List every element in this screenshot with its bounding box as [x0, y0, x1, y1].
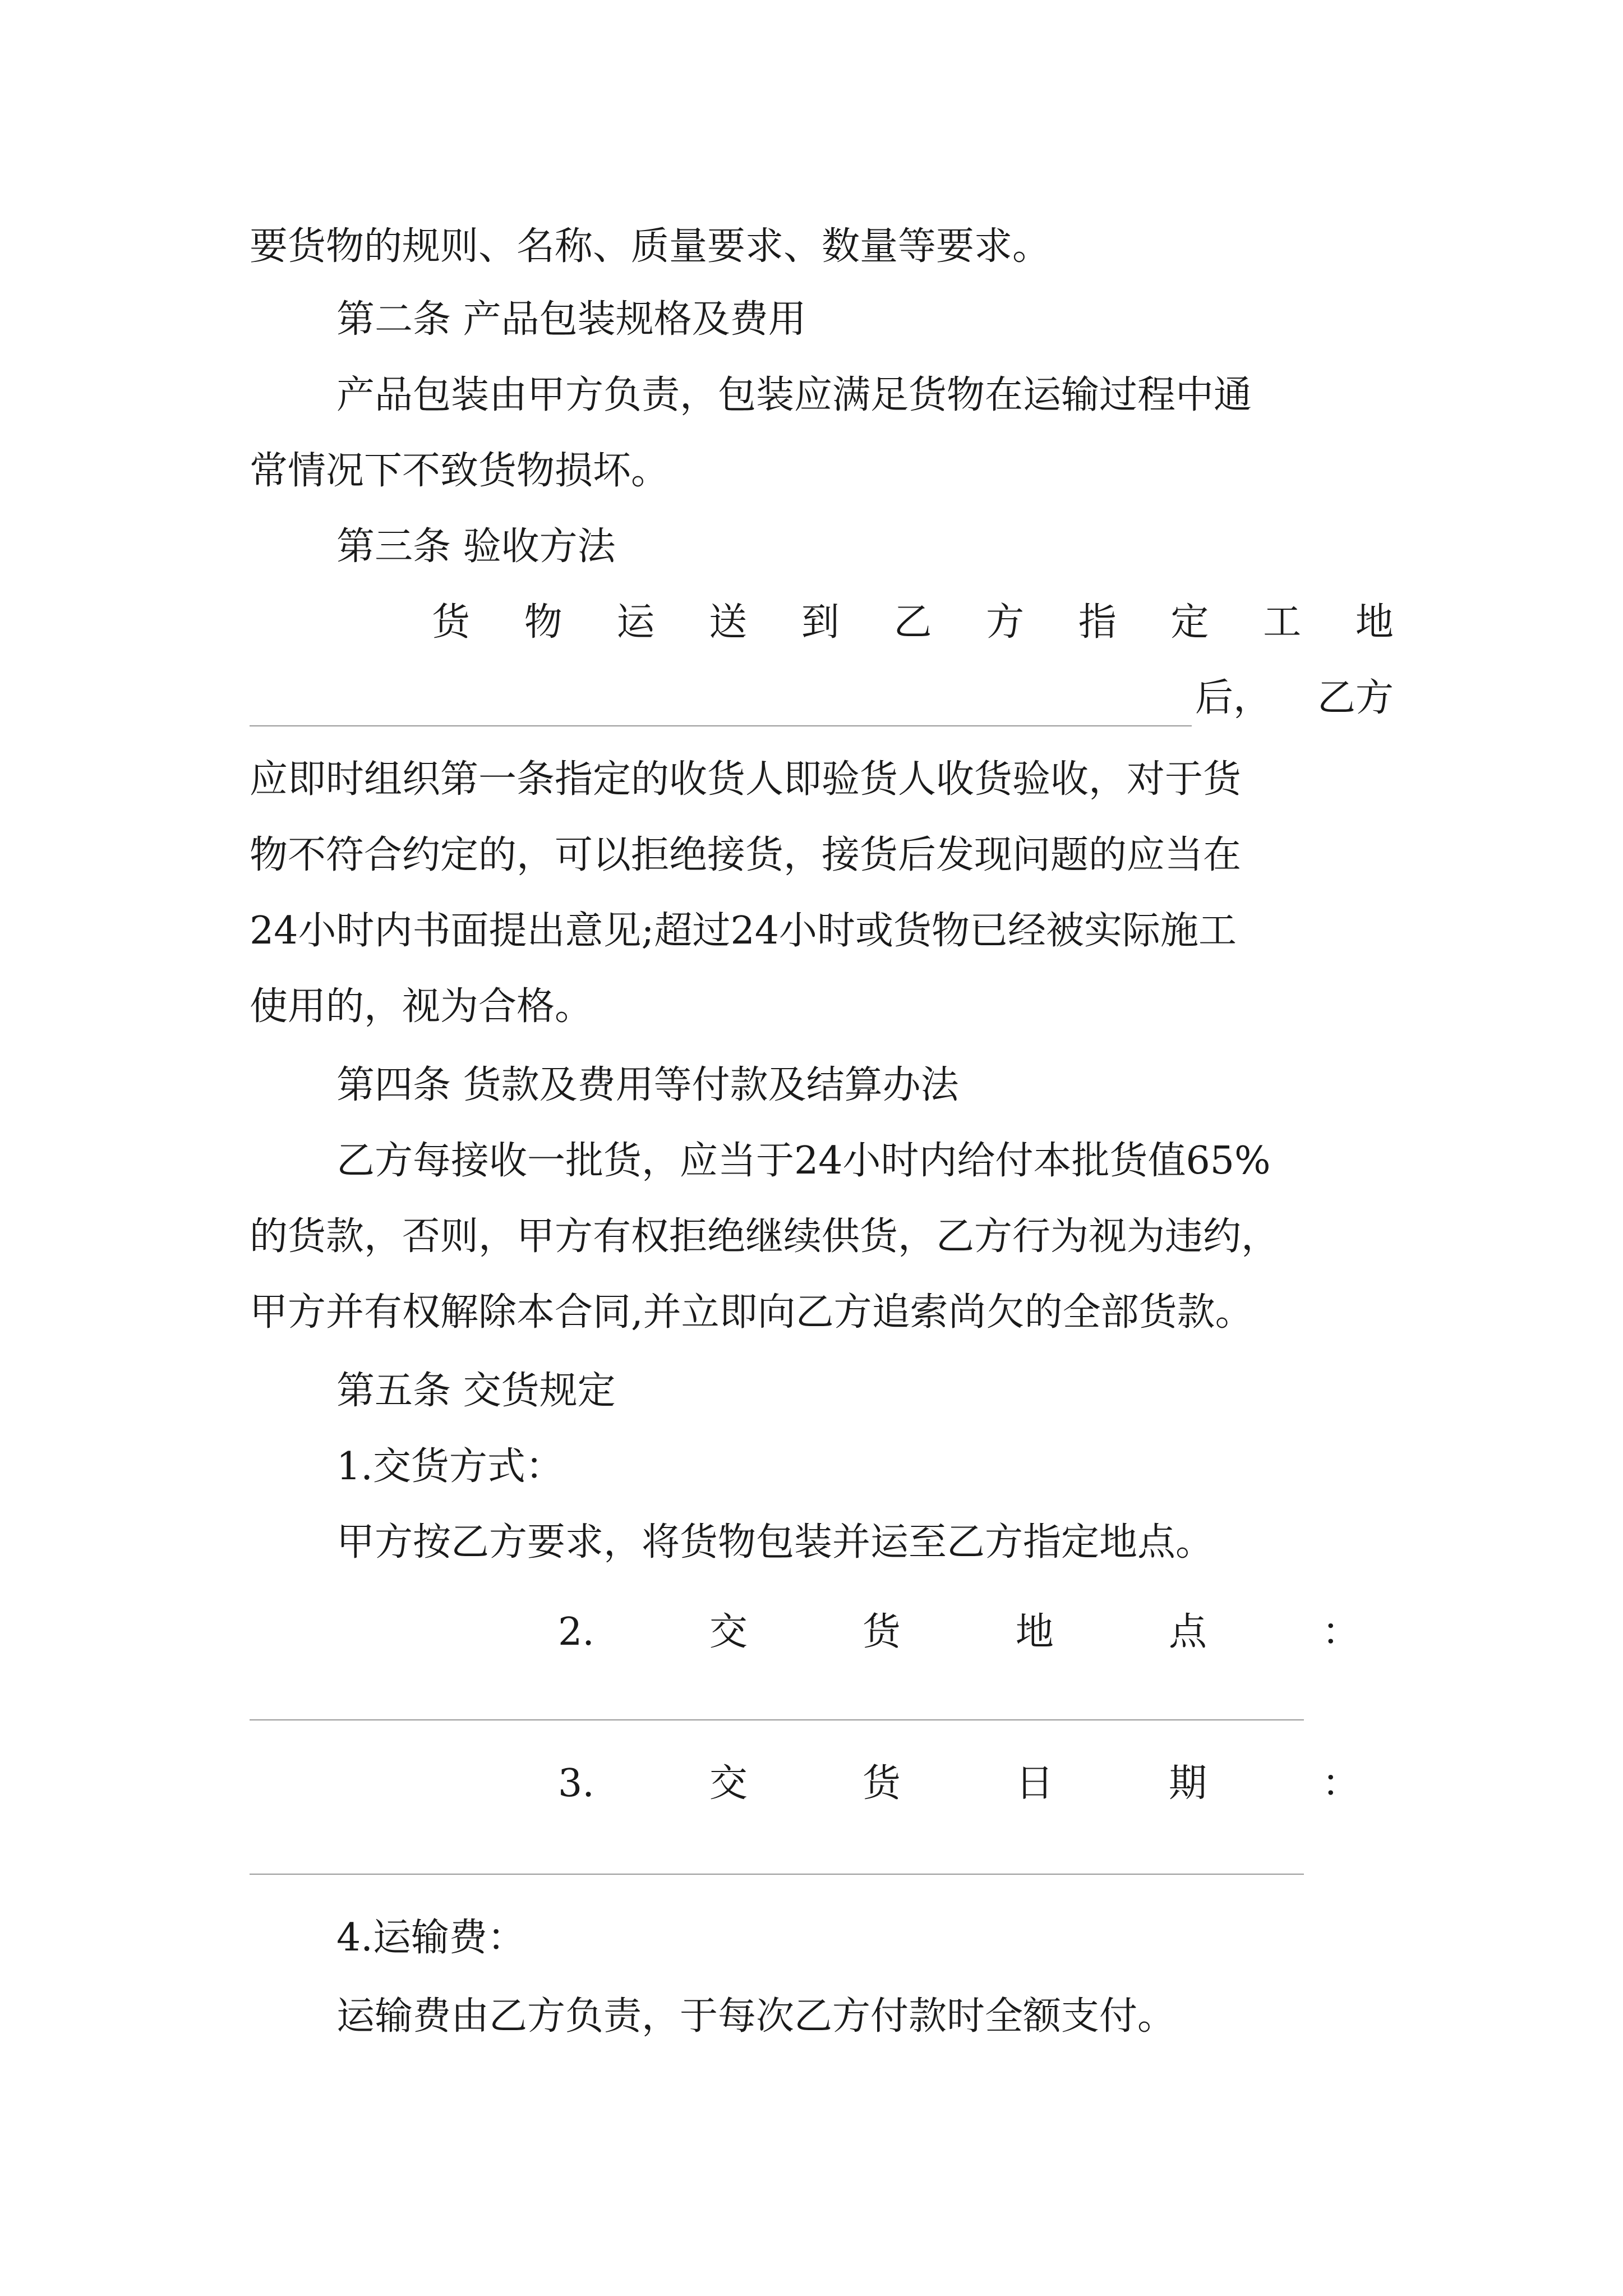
article-5-title: 第五条 交货规定: [336, 1369, 616, 1413]
article-4-title: 第四条 货款及费用等付款及结算办法: [336, 1063, 959, 1107]
paragraph-line: 的货款，否则，甲方有权拒绝继续供货，乙方行为视为违约，: [250, 1214, 1280, 1259]
blank-tail-text: [1195, 670, 1394, 726]
item-4-label: 4.运输费：: [336, 1916, 525, 1960]
spread-char: 地: [1015, 1610, 1054, 1654]
spread-char: 日: [1015, 1761, 1054, 1806]
article-2-title: 第二条 产品包装规格及费用: [336, 297, 806, 342]
spread-char: 2.: [558, 1610, 594, 1654]
paragraph-line: 乙方每接收一批货，应当于24小时内给付本批货值65%: [336, 1139, 1271, 1183]
item-2-delivery-location: [558, 1604, 1360, 1660]
blank-fill-line: [250, 670, 1394, 726]
spread-char: ：: [1321, 1761, 1360, 1806]
blank-underline: [250, 1719, 1304, 1720]
spread-char: 到: [801, 600, 840, 645]
tail-word: 乙方: [1317, 676, 1394, 720]
paragraph-line: 运输费由乙方负责，于每次乙方付款时全额支付。: [336, 1994, 1176, 2039]
spread-char: ：: [1321, 1610, 1360, 1654]
spread-char: 3.: [558, 1761, 594, 1806]
paragraph-line: 甲方按乙方要求，将货物包装并运至乙方指定地点。: [336, 1520, 1214, 1565]
paragraph-line: 要货物的规则、名称、质量要求、数量等要求。: [250, 224, 1051, 269]
spread-line-delivery-site: [432, 595, 1394, 651]
tail-word: 后，: [1195, 676, 1272, 720]
paragraph-line: 甲方并有权解除本合同,并立即向乙方追索尚欠的全部货款。: [250, 1290, 1253, 1335]
spread-char: 地: [1355, 600, 1394, 645]
item-3-delivery-date: [558, 1756, 1360, 1812]
spread-char: 交: [709, 1761, 748, 1806]
paragraph-line: 应即时组织第一条指定的收货人即验货人收货验收，对于货: [250, 757, 1242, 802]
article-3-title: 第三条 验收方法: [336, 524, 616, 569]
paragraph-line: 物不符合约定的，可以拒绝接货，接货后发现问题的应当在: [250, 833, 1242, 877]
spread-char: 工: [1263, 600, 1302, 645]
spread-char: 定: [1170, 600, 1209, 645]
paragraph-line: 使用的，视为合格。: [250, 984, 593, 1029]
spread-char: 货: [862, 1761, 901, 1806]
spread-char: 货: [862, 1610, 901, 1654]
spread-char: 方: [986, 600, 1025, 645]
spread-char: 指: [1078, 600, 1117, 645]
spread-char: 点: [1168, 1610, 1207, 1654]
spread-char: 运: [616, 600, 655, 645]
spread-char: 乙: [893, 600, 932, 645]
spread-char: 期: [1168, 1761, 1207, 1806]
spread-char: 送: [709, 600, 748, 645]
blank-underline: [250, 691, 1192, 726]
spread-char: 物: [524, 600, 562, 645]
paragraph-line: 常情况下不致货物损坏。: [250, 449, 670, 493]
paragraph-line: 产品包装由甲方负责，包装应满足货物在运输过程中通: [336, 373, 1252, 417]
paragraph-line: 24小时内书面提出意见;超过24小时或货物已经被实际施工: [250, 909, 1237, 953]
blank-underline: [250, 1874, 1304, 1875]
item-1-label: 1.交货方式：: [336, 1444, 564, 1489]
spread-char: 交: [709, 1610, 748, 1654]
spread-char: 货: [432, 600, 471, 645]
